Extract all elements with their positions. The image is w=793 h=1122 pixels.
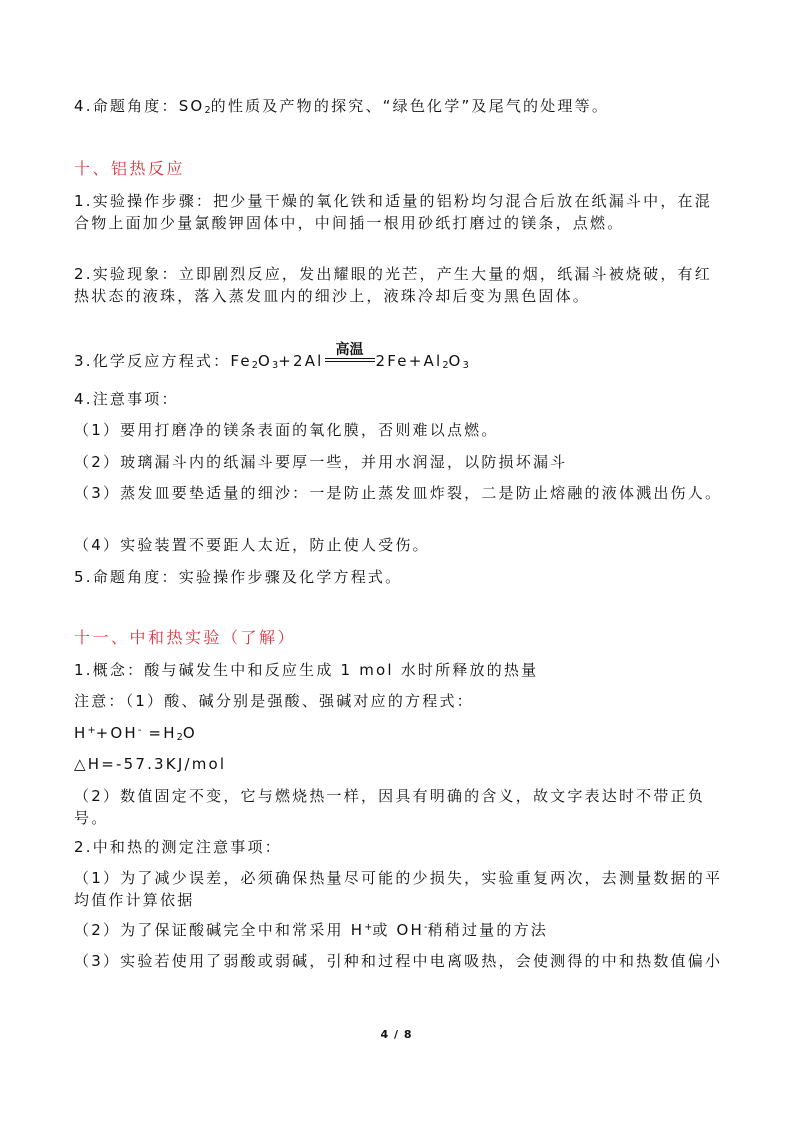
note-item: （3）蒸发皿要垫适量的细沙：一是防止蒸发皿炸裂，二是防止熔融的液体溅出伤人。 xyxy=(74,484,723,502)
section10-phenomena: 2.实验现象：立即剧烈反应，发出耀眼的光芒，产生大量的烟，纸漏斗被烧破，有红热状态的液珠，落入蒸发皿内的细沙上，液珠冷却后变为黑色固体。 xyxy=(74,265,712,305)
section10-steps: 1.实验操作步骤：把少量干燥的氧化铁和适量的铝粉均匀混合后放在纸漏斗中，在混合物上面加少量氯酸钾固体中，中间插一根用砂纸打磨过的镁条，点燃。 xyxy=(74,192,712,232)
note-item: （4）实验装置不要距人太近，防止使人受伤。 xyxy=(74,536,430,554)
section11-heading: 十一、中和热实验（了解） xyxy=(74,628,297,647)
notes-title: 4.注意事项： xyxy=(74,390,179,408)
measure-item: （1）为了减少误差，必须确保热量尽可能的少损失，实验重复两次，去测量数据的平均值作计算依据 xyxy=(74,869,723,909)
neutralization-concept: 1.概念：酸与碱发生中和反应生成 1 mol 水时所释放的热量 xyxy=(74,661,539,679)
section10-heading: 十、铝热反应 xyxy=(74,159,186,178)
neutralization-note1: 注意：（1）酸、碱分别是强酸、强碱对应的方程式： xyxy=(74,692,474,710)
note-item: （2）玻璃漏斗内的纸漏斗要厚一些，并用水润湿，以防损坏漏斗 xyxy=(74,453,568,471)
measure-item: （2）为了保证酸碱完全中和常采用 H+或 OH-稍稍过量的方法 xyxy=(74,921,548,939)
measure-title: 2.中和热的测定注意事项： xyxy=(74,838,282,856)
page-number: 4 / 8 xyxy=(380,1028,413,1041)
q4-title-line: 4.命题角度：SO2的性质及产物的探究、“绿色化学”及尾气的处理等。 xyxy=(74,97,610,117)
section10-angle: 5.命题角度：实验操作步骤及化学方程式。 xyxy=(74,568,403,586)
reaction-condition: 高温 xyxy=(325,350,375,372)
delta-h: △H=-57.3KJ/mol xyxy=(74,755,227,773)
note-item: （1）要用打磨净的镁条表面的氧化膜，否则难以点燃。 xyxy=(74,421,499,439)
thermite-equation: 3.化学反应方程式：Fe2O3+2Al 高温 2Fe+Al2O3 xyxy=(74,342,469,372)
ionic-equation: H++OH- =H2O xyxy=(74,724,197,744)
neutralization-note2: （2）数值固定不变，它与燃烧热一样，因具有明确的含义，故文字表达时不带正负号。 xyxy=(74,787,705,827)
measure-item: （3）实验若使用了弱酸或弱碱，引种和过程中电离吸热，会使测得的中和热数值偏小 xyxy=(74,952,723,970)
